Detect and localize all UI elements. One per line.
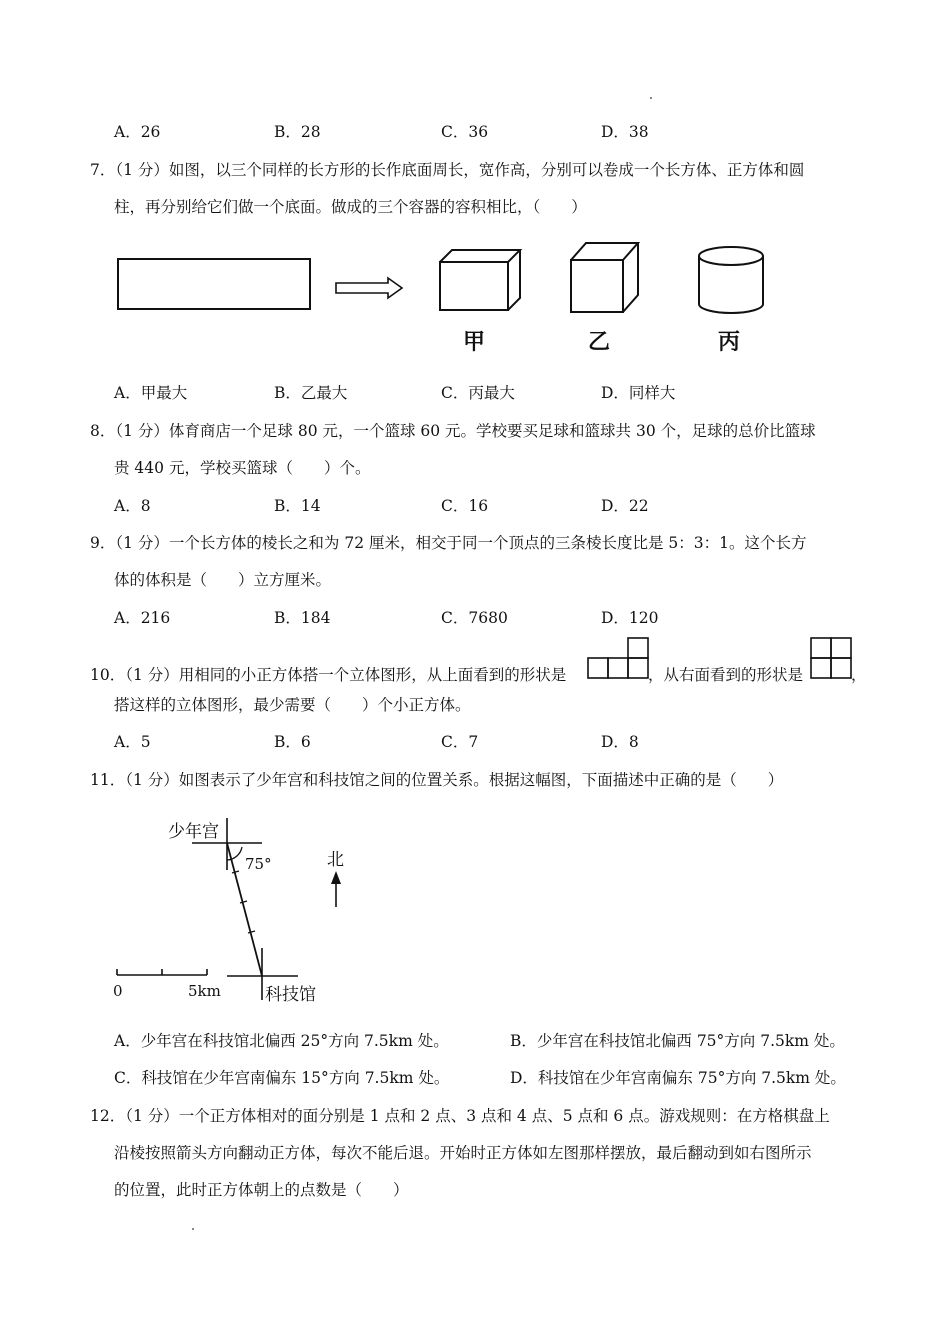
- q9-option-a[interactable]: A．216: [114, 609, 171, 627]
- q10-stem-part3: ，: [851, 666, 867, 684]
- q6-option-a[interactable]: A．26: [114, 123, 161, 141]
- stray-mark-bottom: [192, 1228, 194, 1230]
- q11-option-d[interactable]: D．科技馆在少年宫南偏东 75°方向 7.5km 处。: [510, 1069, 846, 1087]
- q11-label-sci-museum: 科技馆: [265, 985, 316, 1005]
- q7-label-bing: 丙: [718, 330, 741, 355]
- q9-option-c[interactable]: C．7680: [441, 609, 508, 627]
- q10-stem-part1: 10．（1 分）用相同的小正方体搭一个立体图形，从上面看到的形状是: [90, 666, 567, 684]
- q7-option-c[interactable]: C．丙最大: [441, 384, 515, 402]
- q11-scale-start: 0: [113, 982, 123, 1000]
- q11-option-c[interactable]: C．科技馆在少年宫南偏东 15°方向 7.5km 处。: [114, 1069, 450, 1087]
- q7-option-b[interactable]: B．乙最大: [274, 384, 348, 402]
- q9-stem-line2: 体的体积是（ ）立方厘米。: [114, 571, 332, 589]
- q8-option-c[interactable]: C．16: [441, 497, 489, 515]
- q10-stem-line2: 搭这样的立体图形，最少需要（ ）个小正方体。: [114, 696, 471, 714]
- q7-option-d[interactable]: D．同样大: [601, 384, 676, 402]
- q10-option-a[interactable]: A．5: [114, 733, 151, 751]
- q11-angle-label: 75°: [245, 855, 272, 873]
- q11-option-b[interactable]: B．少年宫在科技馆北偏西 75°方向 7.5km 处。: [510, 1032, 845, 1050]
- q8-option-b[interactable]: B．14: [274, 497, 321, 515]
- q11-label-youth-palace: 少年宫: [168, 822, 219, 842]
- q8-stem-line1: 8．（1 分）体育商店一个足球 80 元，一个篮球 60 元。学校要买足球和篮球共 30 个，足球的总价比篮球: [90, 422, 816, 440]
- q7-label-yi: 乙: [588, 330, 611, 355]
- q11-stem: 11．（1 分）如图表示了少年宫和科技馆之间的位置关系。根据这幅图，下面描述中正确的是（ ）: [90, 771, 784, 789]
- q10-option-c[interactable]: C．7: [441, 733, 479, 751]
- q12-stem-line3: 的位置，此时正方体朝上的点数是（ ）: [114, 1181, 409, 1199]
- q10-option-d[interactable]: D．8: [601, 733, 639, 751]
- q10-option-b[interactable]: B．6: [274, 733, 311, 751]
- q12-stem-line1: 12．（1 分）一个正方体相对的面分别是 1 点和 2 点、3 点和 4 点、5 点和 6 点。游戏规则：在方格棋盘上: [90, 1107, 830, 1125]
- q11-scale-end: 5km: [188, 982, 221, 1000]
- q6-option-c[interactable]: C．36: [441, 123, 489, 141]
- q10-stem-part2: ，从右面看到的形状是: [648, 666, 804, 684]
- q6-option-d[interactable]: D．38: [601, 123, 649, 141]
- q9-stem-line1: 9．（1 分）一个长方体的棱长之和为 72 厘米，相交于同一个顶点的三条棱长度比是 5：3：1。这个长方: [90, 534, 807, 552]
- q6-option-b[interactable]: B．28: [274, 123, 321, 141]
- q8-stem-line2: 贵 440 元，学校买篮球（ ）个。: [114, 459, 371, 477]
- q8-option-d[interactable]: D．22: [601, 497, 649, 515]
- q12-stem-line2: 沿棱按照箭头方向翻动正方体，每次不能后退。开始时正方体如左图那样摆放，最后翻动到如右图所示: [114, 1144, 812, 1162]
- q9-option-b[interactable]: B．184: [274, 609, 331, 627]
- q7-stem-line1: 7．（1 分）如图，以三个同样的长方形的长作底面周长，宽作高，分别可以卷成一个长方体、正方体和圆: [90, 161, 805, 179]
- q11-north-label: 北: [327, 850, 344, 870]
- q7-stem-line2: 柱，再分别给它们做一个底面。做成的三个容器的容积相比，（ ）: [114, 198, 587, 216]
- q7-label-jia: 甲: [463, 330, 486, 355]
- q7-option-a[interactable]: A．甲最大: [114, 384, 188, 402]
- q11-option-a[interactable]: A．少年宫在科技馆北偏西 25°方向 7.5km 处。: [114, 1032, 449, 1050]
- q9-option-d[interactable]: D．120: [601, 609, 659, 627]
- q8-option-a[interactable]: A．8: [114, 497, 151, 515]
